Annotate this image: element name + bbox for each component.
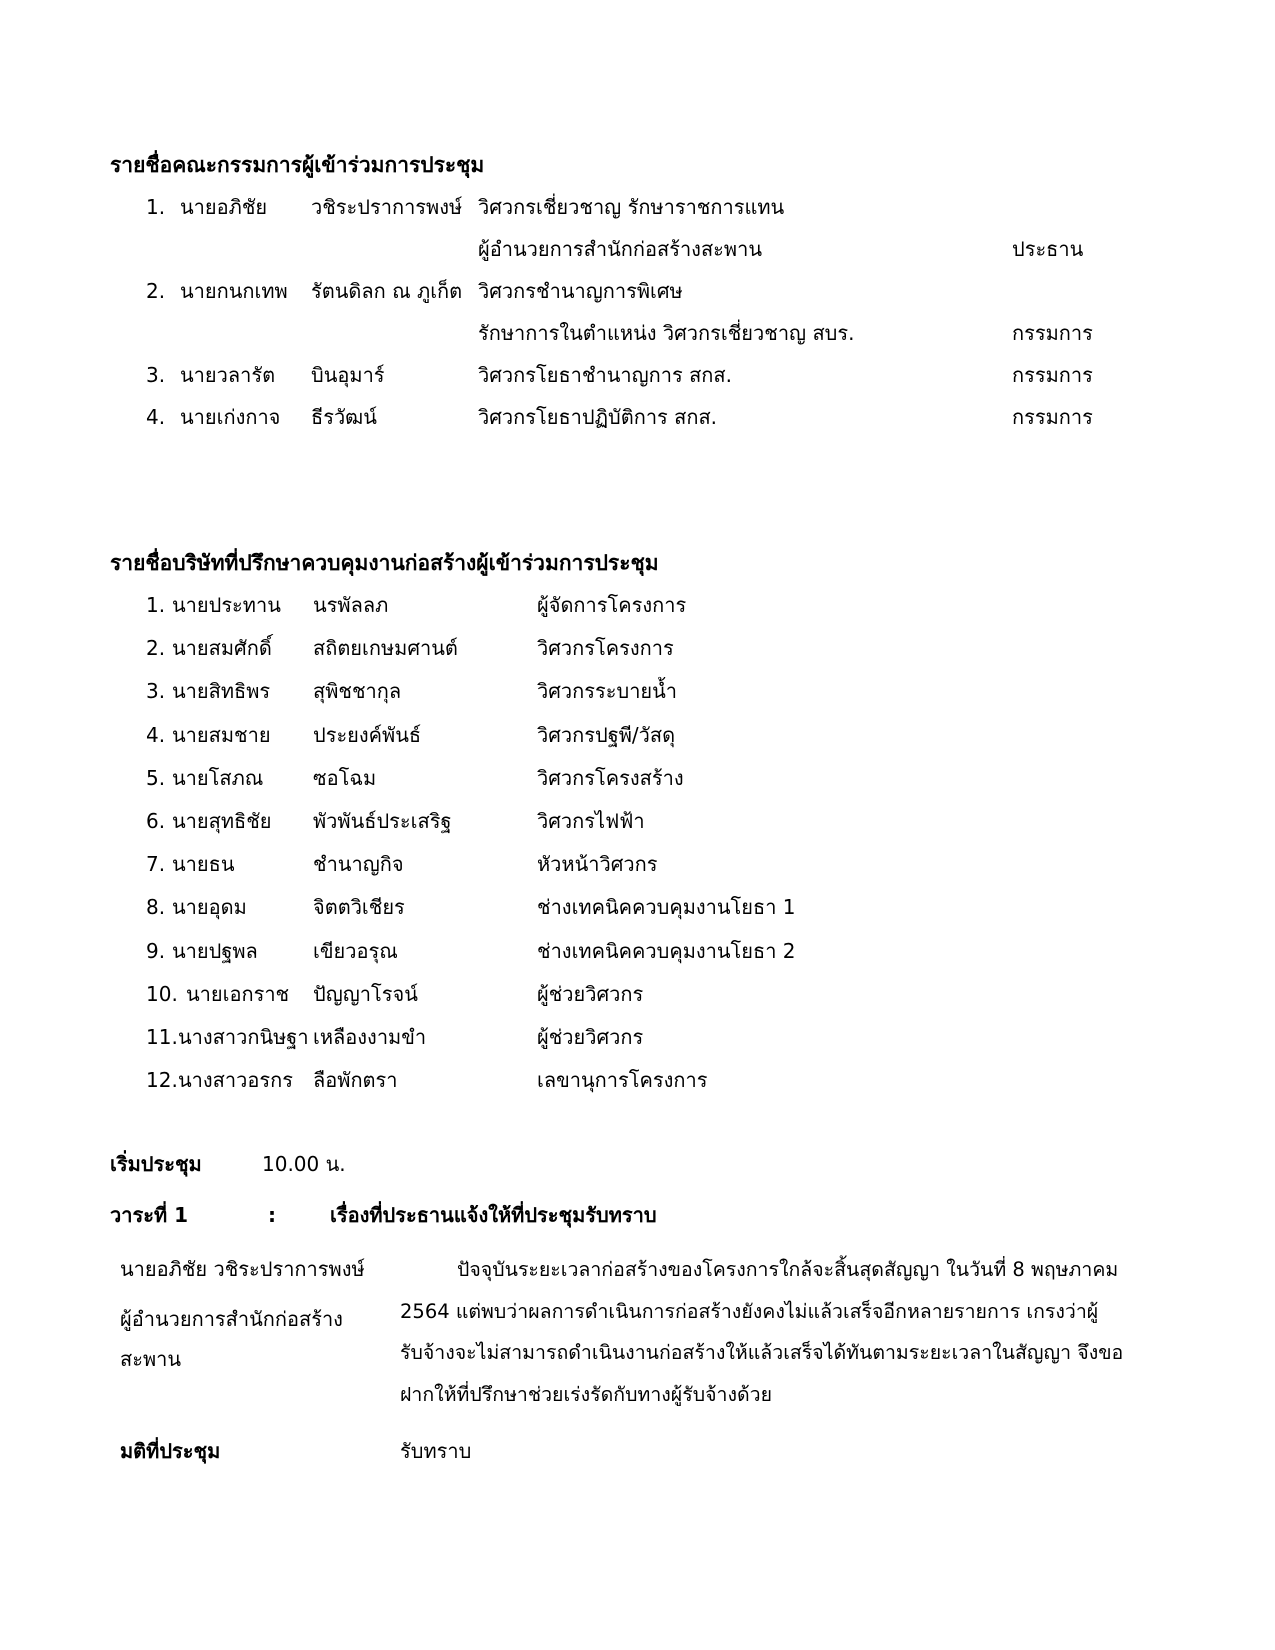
- consultant-first-name: นางสาวอรกร: [178, 1068, 293, 1093]
- consultants-heading: รายชื่อบริษัทที่ปรึกษาควบคุมงานก่อสร้างผู้เข้าร่วมการประชุม: [110, 551, 659, 575]
- agenda-body: [400, 1249, 1150, 1415]
- member-first-name: นายวลารัต: [180, 363, 276, 387]
- consultant-first-name: นายธน: [172, 852, 235, 877]
- consultant-last-name: ลือพักตรา: [313, 1068, 398, 1093]
- consultant-number: 1.: [146, 593, 166, 617]
- member-last-name: วชิระปราการพงษ์: [311, 195, 463, 219]
- consultant-last-name: นรพัลลภ: [313, 593, 389, 617]
- consultant-number: 5.: [146, 765, 166, 790]
- agenda-body-line: ฝากให้ที่ปรึกษาช่วยเร่งรัดกับทางผู้รับจ้างด้วย: [400, 1382, 773, 1406]
- consultant-number: 2.: [146, 636, 166, 661]
- consultant-first-name: นายสมศักดิ์: [172, 636, 272, 661]
- resolution-label: มติที่ประชุม: [120, 1439, 221, 1463]
- consultant-first-name: นายเอกราช: [186, 981, 290, 1006]
- meeting-start-time: 10.00 น.: [262, 1152, 346, 1176]
- consultant-last-name: สุพิชชากุล: [313, 679, 402, 704]
- consultant-position: วิศวกรไฟฟ้า: [537, 809, 645, 833]
- member-last-name: รัตนดิลก ณ ภูเก็ต: [311, 279, 463, 303]
- consultant-first-name: นายสมชาย: [172, 722, 271, 747]
- consultant-position: วิศวกรปฐพี/วัสดุ: [537, 722, 676, 747]
- consultant-position: หัวหน้าวิศวกร: [537, 852, 658, 877]
- resolution-value: รับทราบ: [400, 1439, 472, 1463]
- consultant-last-name: ซอโฉม: [313, 765, 377, 790]
- consultant-last-name: เขียวอรุณ: [313, 938, 398, 963]
- consultant-first-name: นายสุทธิชัย: [172, 809, 272, 833]
- speaker-position: ผู้อำนวยการสำนักก่อสร้าง: [120, 1307, 343, 1331]
- consultant-last-name: สถิตยเกษมศานต์: [313, 636, 458, 661]
- consultant-position: ช่างเทคนิคควบคุมงานโยธา 2: [537, 938, 796, 963]
- consultant-number: 8.: [146, 895, 166, 920]
- member-role: กรรมการ: [1012, 321, 1093, 345]
- member-position: วิศวกรชำนาญการพิเศษ: [478, 279, 683, 303]
- member-number: 3.: [146, 363, 166, 387]
- member-role: กรรมการ: [1012, 363, 1093, 387]
- consultant-number: 6.: [146, 809, 166, 833]
- member-position: วิศวกรโยธาชำนาญการ สกส.: [478, 363, 732, 387]
- member-number: 4.: [146, 405, 166, 429]
- member-first-name: นายกนกเทพ: [180, 279, 288, 303]
- consultant-number: 4.: [146, 722, 166, 747]
- member-number: 1.: [146, 195, 166, 219]
- consultant-last-name: ปัญญาโรจน์: [313, 981, 418, 1006]
- consultant-first-name: นายอุดม: [172, 895, 247, 920]
- consultant-number: 7.: [146, 852, 166, 877]
- consultant-position: เลขานุการโครงการ: [537, 1068, 708, 1093]
- member-role: กรรมการ: [1012, 405, 1093, 429]
- consultant-number: 12.: [146, 1068, 178, 1093]
- member-first-name: นายอภิชัย: [180, 195, 268, 219]
- consultant-position: ช่างเทคนิคควบคุมงานโยธา 1: [537, 895, 796, 920]
- consultant-position: วิศวกรระบายน้ำ: [537, 679, 678, 704]
- consultant-position: ผู้จัดการโครงการ: [537, 593, 687, 617]
- member-last-name: บินอุมาร์: [311, 363, 385, 387]
- consultant-last-name: ชำนาญกิจ: [313, 852, 404, 877]
- consultant-number: 3.: [146, 679, 166, 704]
- member-role: ประธาน: [1012, 237, 1084, 261]
- consultant-last-name: ประยงค์พันธ์: [313, 722, 422, 747]
- consultant-first-name: นายโสภณ: [172, 765, 264, 790]
- consultant-last-name: จิตตวิเชียร: [313, 895, 405, 920]
- member-position-cont: รักษาการในตำแหน่ง วิศวกรเชี่ยวชาญ สบร.: [478, 321, 855, 345]
- member-position-cont: ผู้อำนวยการสำนักก่อสร้างสะพาน: [478, 237, 762, 261]
- consultant-position: ผู้ช่วยวิศวกร: [537, 981, 644, 1006]
- member-last-name: ธีรวัฒน์: [311, 405, 377, 429]
- member-first-name: นายเก่งกาจ: [180, 405, 281, 429]
- consultant-first-name: นางสาวกนิษฐา: [178, 1025, 309, 1049]
- consultant-number: 9.: [146, 938, 166, 963]
- consultant-last-name: พัวพันธ์ประเสริฐ: [313, 809, 452, 833]
- member-position: วิศวกรเชี่ยวชาญ รักษาราชการแทน: [478, 195, 785, 219]
- agenda-body-line: รับจ้างจะไม่สามารถดำเนินงานก่อสร้างให้แล้วเสร็จได้ทันตามระยะเวลาในสัญญา จึงขอ: [400, 1341, 1124, 1364]
- agenda-body-line: ปัจจุบันระยะเวลาก่อสร้างของโครงการใกล้จะสิ้นสุดสัญญา ในวันที่ 8 พฤษภาคม: [457, 1258, 1119, 1281]
- consultant-first-name: นายปฐพล: [172, 938, 258, 963]
- speaker-name: นายอภิชัย วชิระปราการพงษ์: [120, 1257, 365, 1281]
- consultant-number: 11.: [146, 1025, 178, 1049]
- agenda-body-line: 2564 แต่พบว่าผลการดำเนินการก่อสร้างยังคงไม่แล้วเสร็จอีกหลายรายการ เกรงว่าผู้: [400, 1299, 1099, 1323]
- consultant-first-name: นายสิทธิพร: [172, 679, 271, 704]
- consultant-last-name: เหลืองงามขำ: [313, 1025, 427, 1049]
- agenda-title: เรื่องที่ประธานแจ้งให้ที่ประชุมรับทราบ: [330, 1203, 657, 1227]
- speaker-position-cont: สะพาน: [120, 1347, 182, 1371]
- consultant-position: วิศวกรโครงสร้าง: [537, 765, 684, 790]
- consultant-number: 10.: [146, 981, 178, 1006]
- agenda-colon: :: [268, 1203, 276, 1227]
- consultant-position: วิศวกรโครงการ: [537, 636, 674, 661]
- committee-heading: รายชื่อคณะกรรมการผู้เข้าร่วมการประชุม: [110, 153, 485, 177]
- member-position: วิศวกรโยธาปฏิบัติการ สกส.: [478, 405, 718, 429]
- consultant-first-name: นายประทาน: [172, 593, 281, 617]
- agenda-label: วาระที่ 1: [110, 1203, 189, 1227]
- meeting-start-label: เริ่มประชุม: [110, 1152, 202, 1176]
- consultant-position: ผู้ช่วยวิศวกร: [537, 1025, 644, 1049]
- member-number: 2.: [146, 279, 166, 303]
